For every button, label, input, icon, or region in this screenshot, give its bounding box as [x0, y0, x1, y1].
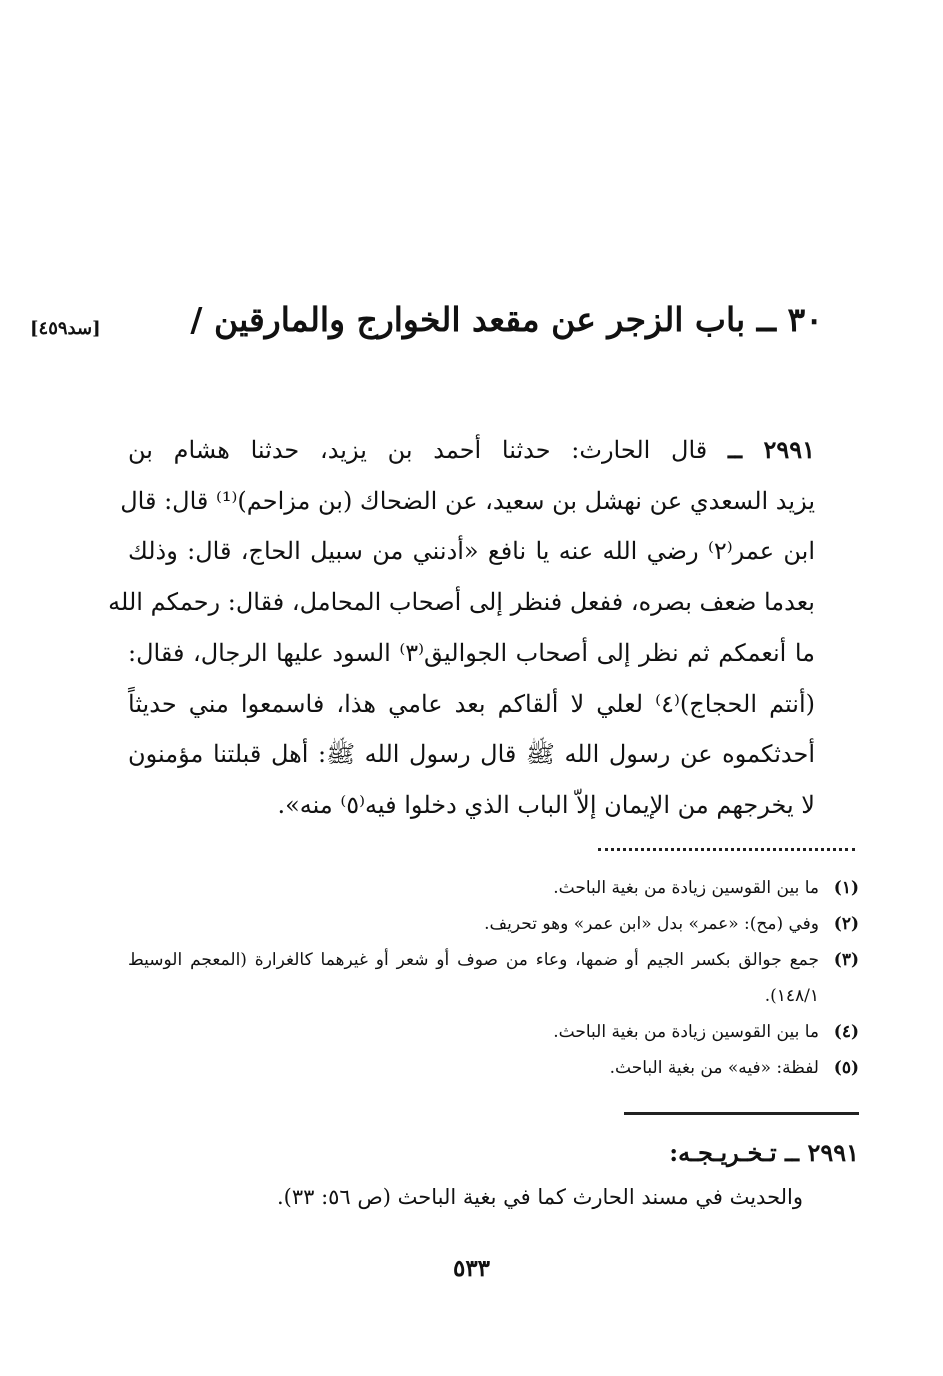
chapter-title: ٣٠ ــ باب الزجر عن مقعد الخوارج والمارقين /	[190, 300, 823, 339]
footnote-text: لفظة: «فيه» من بغية الباحث.	[609, 1058, 819, 1078]
hadith-line-text: قال الحارث: حدثنا أحمد بن يزيد، حدثنا هشام بن	[128, 436, 708, 464]
hadith-line: لا يخرجهم من الإيمان إلاّ الباب الذي دخلوا فيه⁽٥⁾ منه».	[277, 790, 815, 819]
footnote	[128, 942, 859, 1014]
hadith-line: أحدثكموه عن رسول الله ﷺ قال رسول الله ﷺ: أهل قبلتنا مؤمنون	[128, 740, 815, 769]
footnote	[128, 906, 859, 942]
footnote-number: (٢)	[833, 914, 859, 934]
footnote-number: (٥)	[833, 1058, 859, 1078]
footnote-text: جمع جوالق بكسر الجيم أو ضمها، وعاء من صوف أو شعر أو غيرهما كالغرارة (المعجم الوسيط ١٤٨/١).	[128, 950, 819, 1006]
hadith-line: ما أنعمكم ثم نظر إلى أصحاب الجواليق⁽٣⁾ السود عليها الرجال، فقال:	[128, 638, 815, 667]
footnote-number: (٤)	[833, 1022, 859, 1042]
hadith-line: (أنتم الحجاج)⁽٤⁾ لعلي لا ألقاكم بعد عامي هذا، فاسمعوا مني حديثاً	[128, 689, 815, 718]
footnote-divider	[598, 848, 855, 851]
hadith-line: يزيد السعدي عن نهشل بن سعيد، عن الضحاك (بن مزاحم)⁽¹⁾ قال: قال	[120, 486, 815, 515]
footnote-number: (١)	[833, 878, 859, 898]
footnote	[128, 1050, 859, 1086]
takhrij-heading: ٢٩٩١ ــ تـخـريـجـه:	[669, 1138, 859, 1167]
footnote	[128, 870, 859, 906]
footnote	[128, 1014, 859, 1050]
hadith-text	[108, 425, 816, 831]
takhrij-text: والحديث في مسند الحارث كما في بغية الباحث (ص ٥٦: ٣٣).	[276, 1185, 803, 1209]
page-number: ٥٣٣	[452, 1255, 491, 1282]
hadith-line: بعدما ضعف بصره، ففعل فنظر إلى أصحاب المحامل، فقال: رحمكم الله	[108, 588, 815, 617]
footnote-text: ما بين القوسين زيادة من بغية الباحث.	[553, 878, 819, 898]
hadith-line: ابن عمر⁽٢⁾ رضي الله عنه يا نافع «أدنني من سبيل الحاج، قال: وذلك	[128, 537, 816, 566]
hadith-number: ٢٩٩١ ــ	[727, 435, 816, 464]
hadith-line	[128, 425, 815, 476]
takhrij-divider	[624, 1112, 859, 1115]
footnote-text: ما بين القوسين زيادة من بغية الباحث.	[553, 1022, 819, 1042]
chapter-header	[30, 300, 823, 360]
footnote-text: وفي (مح): «عمر» بدل «ابن عمر» وهو تحريف.	[484, 914, 819, 934]
footnote-number: (٣)	[833, 950, 859, 970]
manuscript-reference: [سد٤٥٩]	[30, 318, 101, 339]
footnotes	[128, 870, 859, 1086]
